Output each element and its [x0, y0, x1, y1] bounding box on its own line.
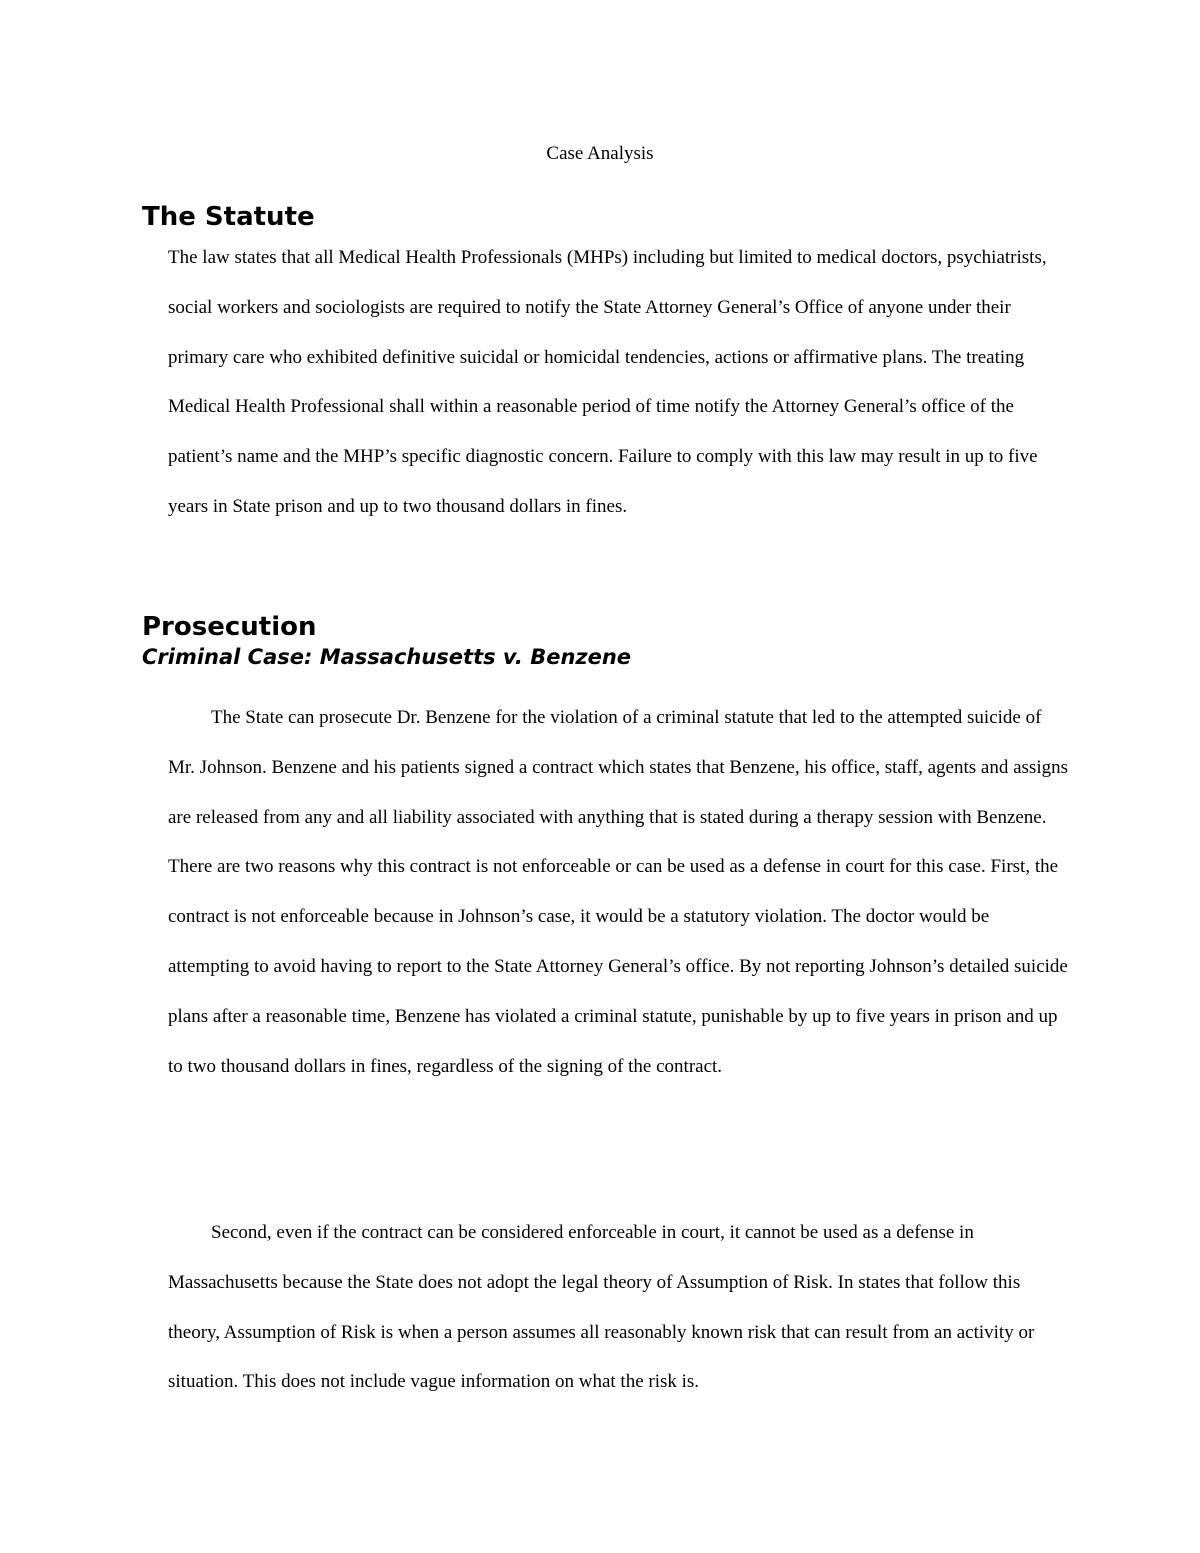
case-subheading: Criminal Case: Massachusetts v. Benzene — [142, 645, 632, 669]
statute-paragraph: The law states that all Medical Health Professionals (MHPs) including but limited to medical doctors, psychiatrists, social workers and sociologists are required to notify the State Attorney General’s Office of anyone under their primary care who exhibited definitive suicidal or homicidal tendencies, actions or affirmative plans. The treating Medical Health Professional shall within a reasonable period of time notify the Attorney General’s office of the patient’s name and the MHP’s specific diagnostic concern. Failure to comply with this law may result in up to five years in State prison and up to two thousand dollars in fines. — [168, 247, 1047, 517]
prosecution-paragraph-2: Second, even if the contract can be considered enforceable in court, it cannot be used as a defense in Massachusetts because the State does not adopt the legal theory of Assumption of Risk. In states that follow this theory, Assumption of Risk is when a person assumes all reasonably known risk that can result from an activity or situation. This does not include vague information on what the risk is. — [168, 1222, 1035, 1393]
document-title: Case Analysis — [546, 143, 654, 164]
section-heading-prosecution: Prosecution — [142, 612, 317, 642]
prosecution-paragraph-1: The State can prosecute Dr. Benzene for the violation of a criminal statute that led to the attempted suicide of Mr. Johnson. Benzene and his patients signed a contract which states that Benzene, his office, staff, agents and assigns are released from any and all liability associated with anything that is stated during a therapy session with Benzene. There are two reasons why this contract is not enforceable or can be used as a defense in court for this case. First, the contract is not enforceable because in Johnson’s case, it would be a statutory violation. The doctor would be attempting to avoid having to report to the State Attorney General’s office. By not reporting Johnson’s detailed suicide plans after a reasonable time, Benzene has violated a criminal statute, punishable by up to five years in prison and up to two thousand dollars in fines, regardless of the signing of the contract. — [168, 707, 1068, 1077]
section-heading-statute: The Statute — [142, 202, 315, 232]
